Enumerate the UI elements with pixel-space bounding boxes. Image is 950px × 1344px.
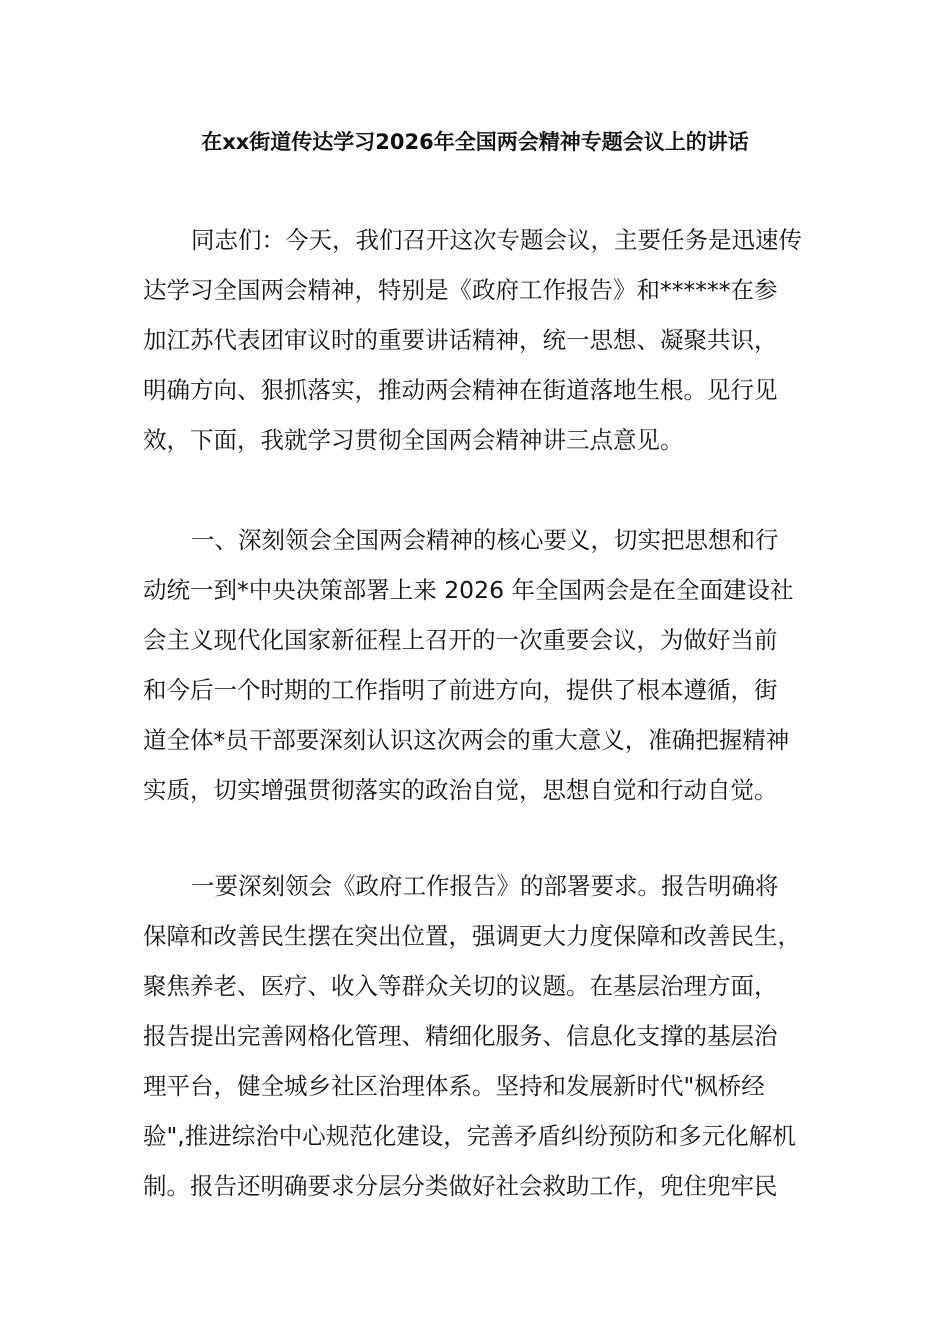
paragraph-section-one [143, 515, 813, 815]
text-line: 报告提出完善网格化管理、精细化服务、信息化支撑的基层治 [143, 1022, 778, 1050]
text-line: 效，下面，我就学习贯彻全国两会精神讲三点意见。 [143, 426, 684, 454]
text-line: 和今后一个时期的工作指明了前进方向，提供了根本遵循，街 [143, 676, 778, 704]
text-line: 同志们：今天，我们召开这次专题会议，主要任务是迅速传 [191, 226, 802, 254]
text-line: 会主义现代化国家新征程上召开的一次重要会议，为做好当前 [143, 626, 778, 654]
text-line: 道全体*员干部要深刻认识这次两会的重大意义，准确把握精神 [143, 726, 790, 754]
text-line: 明确方向、狠抓落实，推动两会精神在街道落地生根。见行见 [143, 376, 778, 404]
text-line: 一、深刻领会全国两会精神的核心要义，切实把思想和行 [191, 526, 779, 554]
text-line: 保障和改善民生摆在突出位置，强调更大力度保障和改善民生， [143, 922, 801, 950]
text-line: 制。报告还明确要求分层分类做好社会救助工作，兜住兜牢民 [143, 1172, 778, 1200]
text-line: 加江苏代表团审议时的重要讲话精神，统一思想、凝聚共识， [143, 326, 778, 354]
text-line: 达学习全国两会精神，特别是《政府工作报告》和******在参 [143, 276, 778, 304]
document-title: 在xx街道传达学习2026年全国两会精神专题会议上的讲话 [201, 130, 749, 154]
paragraph-opening [143, 215, 813, 465]
text-line: 动统一到*中央决策部署上来 2026 年全国两会是在全面建设社 [143, 576, 794, 604]
paragraph-point-one [143, 861, 813, 1211]
text-line: 理平台，健全城乡社区治理体系。坚持和发展新时代"枫桥经 [143, 1072, 765, 1100]
text-line: 验",推进综治中心规范化建设，完善矛盾纠纷预防和多元化解机 [143, 1122, 796, 1150]
text-line: 一要深刻领会《政府工作报告》的部署要求。报告明确将 [191, 872, 779, 900]
text-line: 实质，切实增强贯彻落实的政治自觉，思想自觉和行动自觉。 [143, 776, 778, 804]
text-line: 聚焦养老、医疗、收入等群众关切的议题。在基层治理方面， [143, 972, 778, 1000]
